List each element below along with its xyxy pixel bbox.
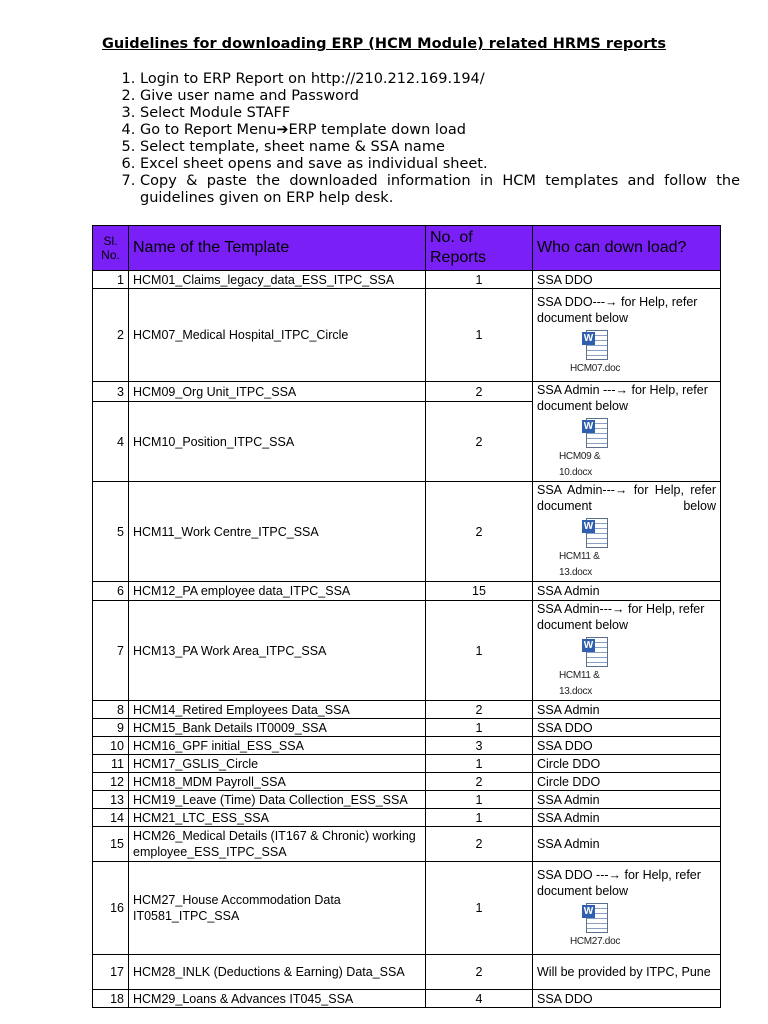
cell-sl: 12 [93,773,129,791]
cell-name: HCM07_Medical Hospital_ITPC_Circle [129,289,426,382]
cell-reports: 2 [426,955,533,990]
header-name: Name of the Template [129,226,426,271]
cell-who: Circle DDO [533,755,721,773]
cell-reports: 2 [426,482,533,582]
who-text: SSA Admin---→ for Help, refer document below [537,602,705,632]
cell-sl: 4 [93,402,129,482]
cell-who: SSA DDO [533,990,721,1008]
cell-name: HCM01_Claims_legacy_data_ESS_ITPC_SSA [129,271,426,289]
cell-sl: 7 [93,601,129,701]
table-row [93,271,721,289]
table-row [93,701,721,719]
table-row [93,862,721,955]
cell-reports: 2 [426,701,533,719]
table-row [93,755,721,773]
cell-sl: 11 [93,755,129,773]
cell-name: HCM11_Work Centre_ITPC_SSA [129,482,426,582]
cell-sl: 10 [93,737,129,755]
step-item: 2. Give user name and Password [140,88,740,105]
table-row [93,719,721,737]
attachment[interactable] [559,418,631,481]
step-item: 5. Select template, sheet name & SSA name [140,139,740,156]
table-row [93,990,721,1008]
cell-sl: 17 [93,955,129,990]
cell-sl: 9 [93,719,129,737]
cell-who: SSA DDO [533,719,721,737]
cell-sl: 1 [93,271,129,289]
header-reports: No. of Reports [426,226,533,271]
attachment-label: HCM07.doc [569,362,621,374]
attachment-label: HCM09 & 10.docx [559,451,601,478]
cell-who [533,862,721,955]
cell-sl: 13 [93,791,129,809]
cell-name: HCM29_Loans & Advances IT045_SSA [129,990,426,1008]
word-document-icon: W [582,637,608,667]
cell-reports: 1 [426,289,533,382]
cell-name: HCM19_Leave (Time) Data Collection_ESS_SSA [129,791,426,809]
cell-name: HCM09_Org Unit_ITPC_SSA [129,382,426,402]
header-sl: Sl. No. [93,226,129,271]
table-row [93,382,721,402]
cell-reports: 2 [426,773,533,791]
word-document-icon: W [582,518,608,548]
cell-name: HCM17_GSLIS_Circle [129,755,426,773]
attachment-label: HCM11 & 13.docx [559,551,600,578]
cell-sl: 14 [93,809,129,827]
step-item [140,122,740,139]
cell-reports: 1 [426,862,533,955]
attachment[interactable] [559,903,631,950]
step-text: ERP template down load [288,122,466,138]
cell-who: SSA DDO [533,737,721,755]
who-text: SSA Admin---→ for Help, refer document below [537,483,716,513]
cell-name: HCM27_House Accommodation Data IT0581_ITPC_SSA [129,862,426,955]
cell-name: HCM28_INLK (Deductions & Earning) Data_SSA [129,955,426,990]
cell-reports: 1 [426,809,533,827]
cell-who: SSA Admin [533,809,721,827]
who-text: SSA DDO ---→ for Help, refer document below [537,867,701,898]
word-document-icon: W [582,903,608,933]
cell-reports: 2 [426,827,533,862]
cell-name: HCM13_PA Work Area_ITPC_SSA [129,601,426,701]
header-who: Who can down load? [533,226,721,271]
cell-sl: 6 [93,582,129,601]
cell-reports: 2 [426,382,533,402]
cell-name: HCM10_Position_ITPC_SSA [129,402,426,482]
attachment-label: HCM27.doc [569,935,621,947]
cell-reports: 2 [426,402,533,482]
attachment[interactable] [559,330,631,377]
who-text: SSA DDO---→ for Help, refer document below [537,294,698,325]
attachment-label: HCM11 & 13.docx [559,670,600,697]
table-row [93,737,721,755]
cell-who [533,482,721,582]
cell-sl: 18 [93,990,129,1008]
cell-reports: 1 [426,791,533,809]
cell-who [533,382,721,482]
table-row [93,791,721,809]
cell-sl: 16 [93,862,129,955]
step-item: 6. Excel sheet opens and save as individual sheet. [140,156,740,173]
table-row [93,289,721,382]
table-row [93,809,721,827]
cell-sl: 5 [93,482,129,582]
cell-sl: 2 [93,289,129,382]
step-item: 3. Select Module STAFF [140,105,740,122]
step-text: Go to Report Menu [140,122,277,138]
steps-list [114,71,740,207]
cell-who: SSA Admin [533,791,721,809]
cell-reports: 4 [426,990,533,1008]
table-row [93,482,721,582]
cell-reports: 1 [426,601,533,701]
cell-sl: 8 [93,701,129,719]
cell-who: Will be provided by ITPC, Pune [533,955,721,990]
cell-reports: 1 [426,755,533,773]
cell-reports: 15 [426,582,533,601]
cell-name: HCM15_Bank Details IT0009_SSA [129,719,426,737]
cell-reports: 3 [426,737,533,755]
attachment[interactable] [559,518,631,581]
cell-name: HCM16_GPF initial_ESS_SSA [129,737,426,755]
word-document-icon: W [582,418,608,448]
cell-sl: 15 [93,827,129,862]
attachment[interactable] [559,637,631,700]
table-row [93,955,721,990]
cell-name: HCM26_Medical Details (IT167 & Chronic) working employee_ESS_ITPC_SSA [129,827,426,862]
cell-name: HCM18_MDM Payroll_SSA [129,773,426,791]
table-row [93,601,721,701]
cell-name: HCM14_Retired Employees Data_SSA [129,701,426,719]
step-item: 1. Login to ERP Report on http://210.212.169.194/ [140,71,740,88]
cell-who [533,601,721,701]
word-document-icon: W [582,330,608,360]
table-row [93,582,721,601]
cell-name: HCM12_PA employee data_ITPC_SSA [129,582,426,601]
cell-who: SSA Admin [533,701,721,719]
table-row [93,773,721,791]
arrow-icon: ➔ [276,122,289,138]
cell-who: Circle DDO [533,773,721,791]
cell-name: HCM21_LTC_ESS_SSA [129,809,426,827]
cell-sl: 3 [93,382,129,402]
table-row [93,827,721,862]
cell-who: SSA Admin [533,582,721,601]
cell-who [533,289,721,382]
who-text: SSA Admin ---→ for Help, refer document below [537,383,708,413]
cell-reports: 1 [426,271,533,289]
step-item: 7. Copy & paste the downloaded information in HCM templates and follow the guidelines given on ERP help desk. [140,173,740,207]
cell-who: SSA DDO [533,271,721,289]
cell-reports: 1 [426,719,533,737]
document-title: Guidelines for downloading ERP (HCM Module) related HRMS reports [102,36,666,52]
templates-table [92,225,721,1008]
cell-who: SSA Admin [533,827,721,862]
table-header-row [93,226,721,271]
